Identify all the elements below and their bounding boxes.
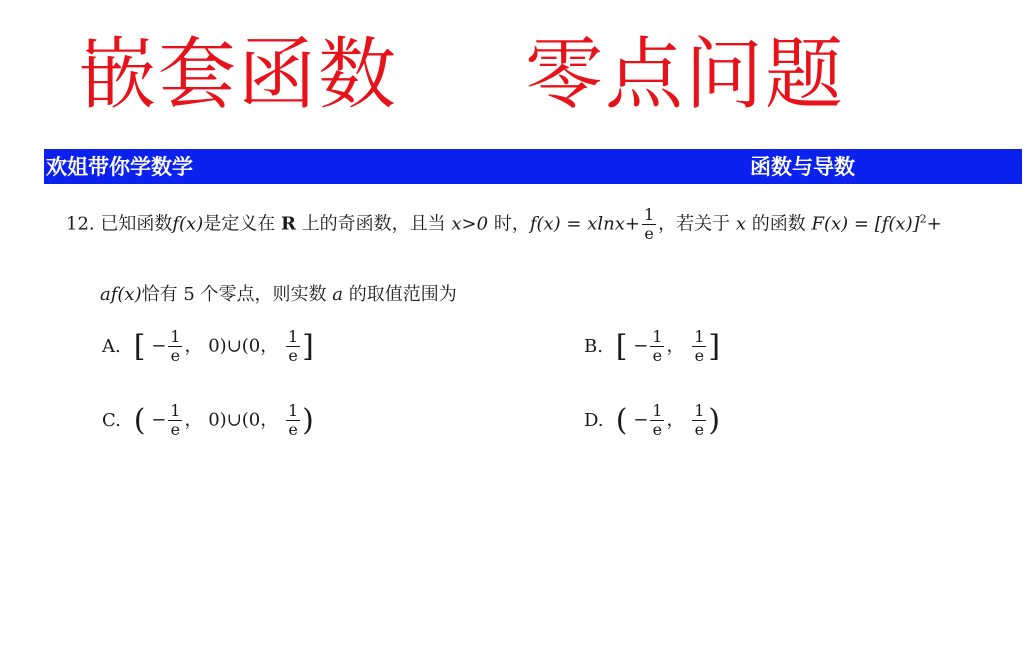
option-c-text: ， 0)∪(0，	[184, 409, 279, 431]
bracket: )	[302, 403, 314, 438]
q-x: x	[735, 213, 747, 235]
fraction	[286, 402, 300, 439]
option-a-label: A.	[102, 335, 121, 357]
q-text: 时，	[493, 213, 530, 235]
fraction	[692, 328, 706, 365]
option-c[interactable]	[102, 402, 314, 439]
option-d-label: D.	[584, 409, 604, 431]
question-line-1	[66, 206, 942, 243]
frac-den: e	[288, 346, 298, 365]
question-number: 12.	[66, 213, 95, 235]
q-afx: af(x)	[100, 284, 142, 305]
frac-num: 1	[694, 327, 705, 346]
frac-num: 1	[287, 327, 299, 346]
bracket: )	[708, 403, 721, 438]
option-c-label: C.	[102, 409, 121, 431]
bracket: ]	[302, 329, 314, 364]
banner-topic: 函数与导数	[750, 154, 855, 179]
header-banner	[44, 149, 1022, 184]
q-fx: f(x)	[172, 213, 204, 235]
q-cond: x>0	[451, 213, 489, 235]
frac-den: e	[652, 346, 663, 365]
minus: −	[633, 409, 649, 431]
frac-num: 1	[170, 327, 181, 346]
minus: −	[633, 335, 649, 357]
fraction	[168, 328, 182, 365]
frac-num: 1	[170, 401, 181, 420]
bracket: (	[615, 403, 628, 438]
option-b[interactable]	[584, 328, 720, 365]
q-text: 的取值范围为	[348, 284, 457, 305]
q-def: f(x) = xlnx+	[529, 213, 640, 235]
q-text: 已知函数	[100, 213, 173, 235]
frac-den: e	[694, 420, 705, 439]
fraction	[692, 402, 706, 439]
q-a: a	[332, 284, 343, 305]
fraction	[168, 402, 182, 439]
bracket: [	[615, 329, 628, 364]
fraction	[286, 328, 300, 365]
bracket: (	[133, 403, 146, 438]
frac-num: 1	[652, 327, 663, 346]
frac-num: 1	[652, 401, 663, 420]
q-text: 上的奇函数，且当	[301, 213, 446, 235]
q-text: 是定义在	[203, 213, 276, 235]
frac-den: e	[170, 420, 181, 439]
q-sup: 2	[919, 212, 927, 226]
frac-den: e	[644, 224, 654, 243]
option-d[interactable]	[584, 402, 720, 439]
option-a[interactable]	[102, 328, 314, 365]
q-Fx: F(x) = [f(x)]	[811, 213, 920, 235]
frac-num: 1	[694, 401, 705, 420]
option-b-label: B.	[584, 335, 603, 357]
frac-num: 1	[643, 205, 655, 224]
bracket: [	[133, 329, 146, 364]
frac-den: e	[288, 420, 298, 439]
q-text: 的函数	[751, 213, 806, 235]
minus: −	[151, 409, 167, 431]
q-text: ，若关于	[658, 213, 731, 235]
question-line-2	[100, 280, 457, 306]
minus: −	[151, 335, 167, 357]
fraction	[642, 206, 656, 243]
title-nested-function: 嵌套函数	[78, 30, 399, 120]
frac-num: 1	[287, 401, 299, 420]
banner-author: 欢姐带你学数学	[46, 154, 193, 179]
q-text: 恰有 5 个零点，则实数	[141, 284, 327, 305]
option-a-text: ， 0)∪(0，	[184, 335, 279, 357]
q-R: R	[280, 213, 296, 235]
bracket: ]	[708, 329, 721, 364]
frac-den: e	[652, 420, 663, 439]
option-b-text: ，	[666, 335, 685, 357]
fraction	[650, 328, 664, 365]
fraction	[650, 402, 664, 439]
frac-den: e	[170, 346, 181, 365]
title-zero-problem: 零点问题	[525, 30, 846, 120]
option-d-text: ，	[666, 409, 685, 431]
frac-den: e	[694, 346, 705, 365]
q-plus: +	[926, 213, 942, 235]
